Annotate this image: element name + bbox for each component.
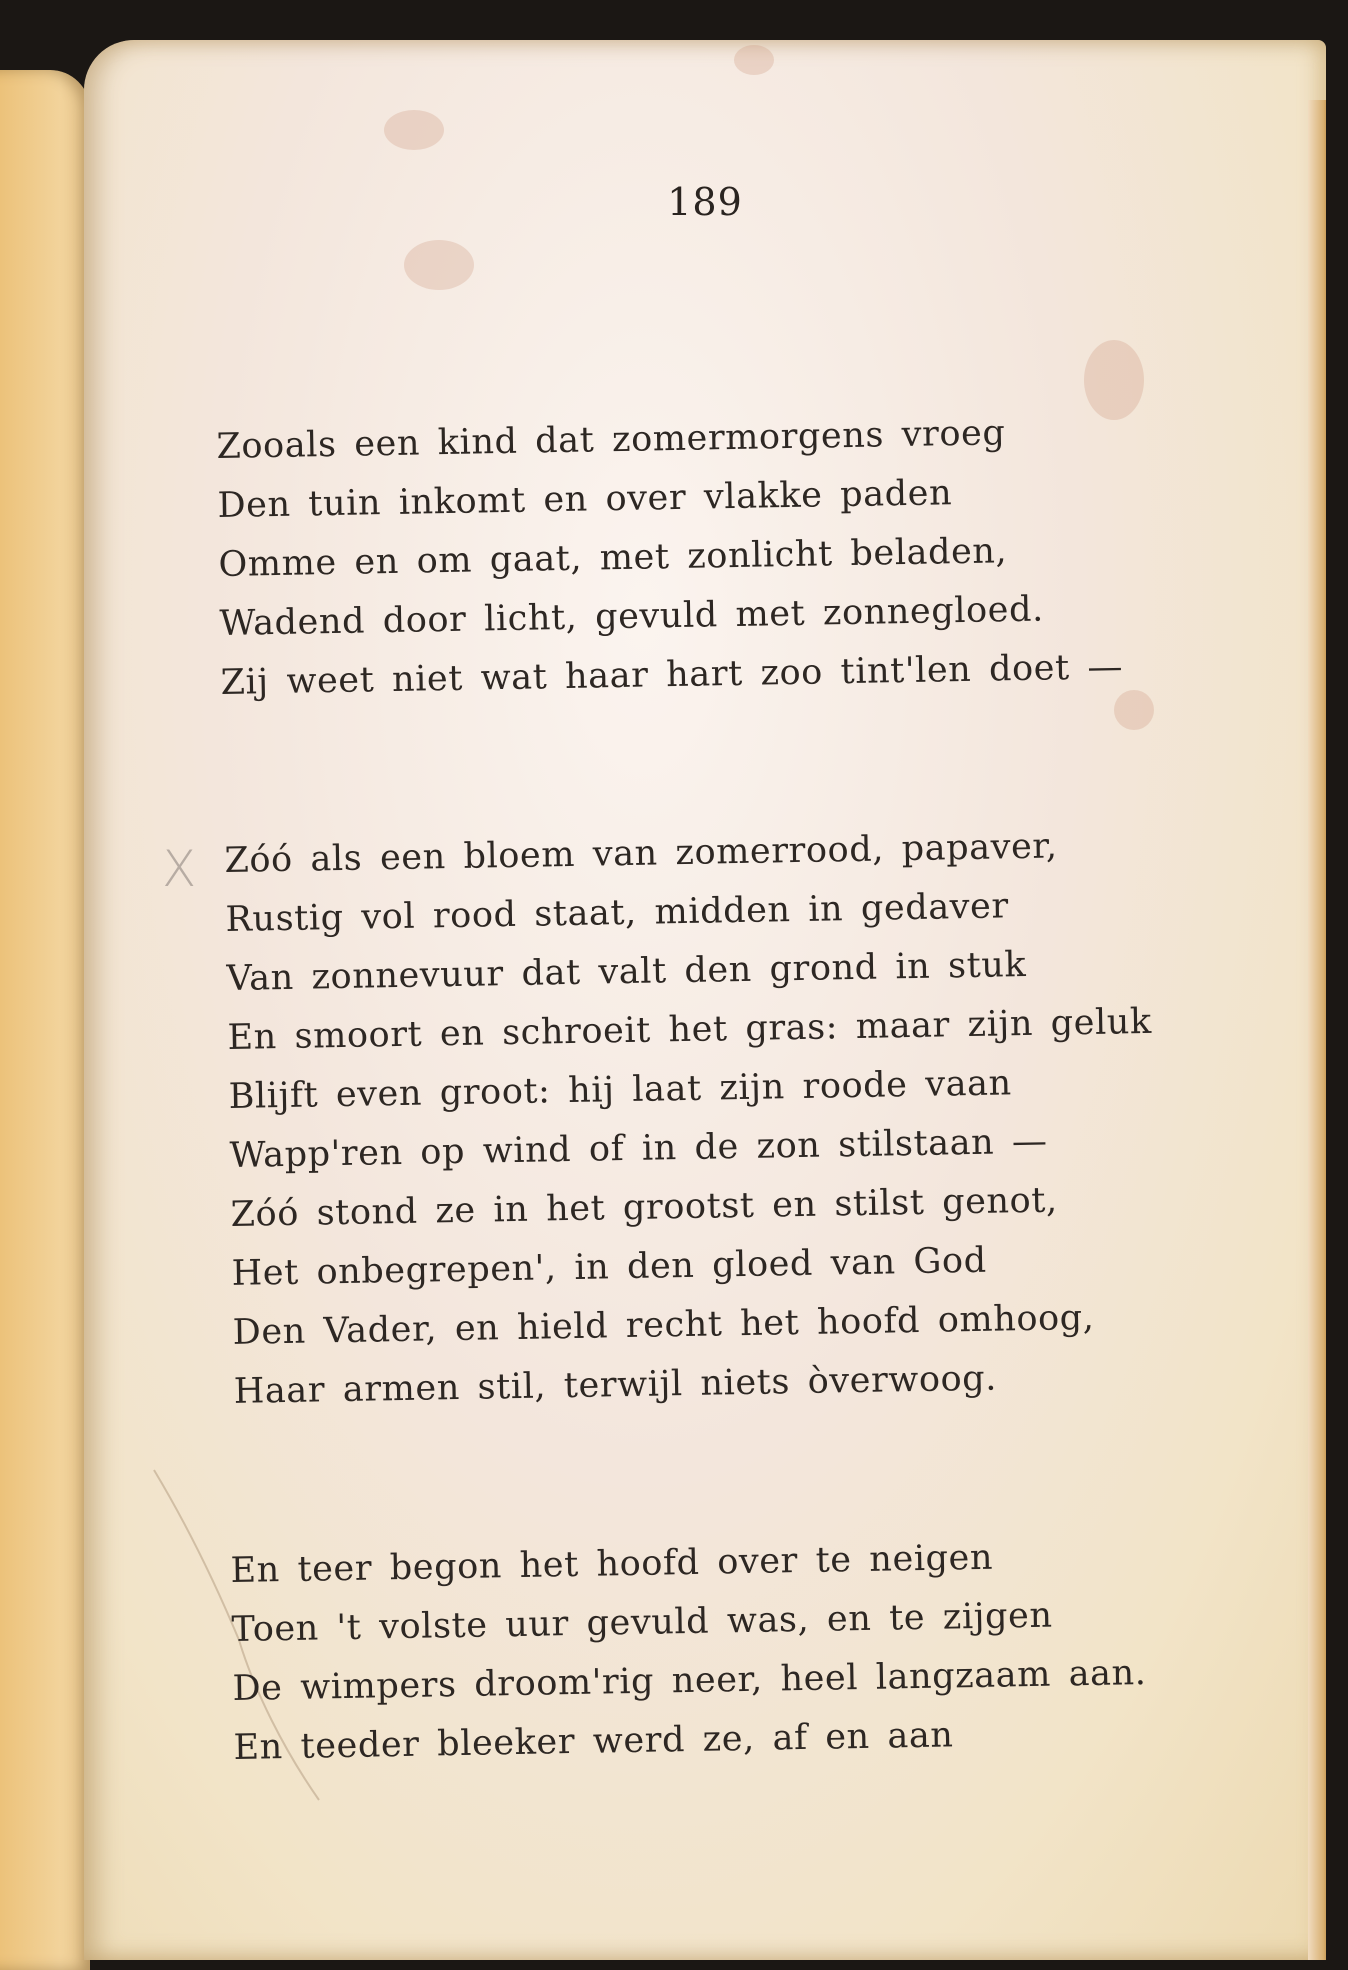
poem-line: Den tuin inkomt en over vlakke paden	[217, 473, 953, 526]
stanza-2	[224, 816, 1158, 1422]
poem-line: Toen 't volste uur gevuld was, en te zijgen	[231, 1595, 1053, 1650]
poem-line: Wadend door licht, gevuld met zonnegloed.	[219, 589, 1045, 644]
poem-line: Zóó stond ze in het grootst en stilst genot,	[230, 1180, 1059, 1235]
poem-line: En teeder bleeker werd ze, af en aan	[233, 1715, 954, 1768]
poem-line: Het onbegrepen', in den gloed van God	[231, 1240, 987, 1294]
foxing-stain	[734, 45, 774, 75]
stanza-1	[216, 402, 1124, 713]
foxing-stain	[384, 110, 444, 150]
stanza-3	[230, 1526, 1148, 1778]
poem-line: Zij weet niet wat haar hart zoo tint'len doet —	[220, 647, 1124, 703]
poem-line: Haar armen stil, terwijl niets òverwoog.	[233, 1358, 998, 1412]
poem-line: Den Vader, en hield recht het hoofd omhoog,	[232, 1297, 1095, 1353]
poem-line: Zooals een kind dat zomermorgens vroeg	[216, 413, 1006, 467]
page-edge	[1308, 100, 1326, 1960]
foxing-stain	[404, 240, 474, 290]
poem-line: Van zonnevuur dat valt den grond in stuk	[226, 945, 1027, 999]
left-page-edge	[0, 70, 90, 1970]
poem-line: Blijft even groot: hij laat zijn roode vaan	[228, 1063, 1013, 1117]
poem-line: Zóó als een bloem van zomerrood, papaver,	[224, 826, 1058, 881]
book-page	[84, 40, 1326, 1960]
margin-pencil-mark: X	[162, 840, 197, 898]
poem-line: De wimpers droom'rig neer, heel langzaam aan.	[232, 1653, 1147, 1709]
page-number: 189	[667, 180, 743, 224]
poem-line: Wapp'ren op wind of in de zon stilstaan —	[229, 1121, 1048, 1176]
poem-line: En teer begon het hoofd over te neigen	[230, 1537, 994, 1591]
poem-line: Rustig vol rood staat, midden in gedaver	[225, 886, 1010, 940]
poem-line: Omme en om gaat, met zonlicht beladen,	[218, 531, 1008, 585]
poem-line: En smoort en schroeit het gras: maar zijn geluk	[227, 1001, 1153, 1058]
